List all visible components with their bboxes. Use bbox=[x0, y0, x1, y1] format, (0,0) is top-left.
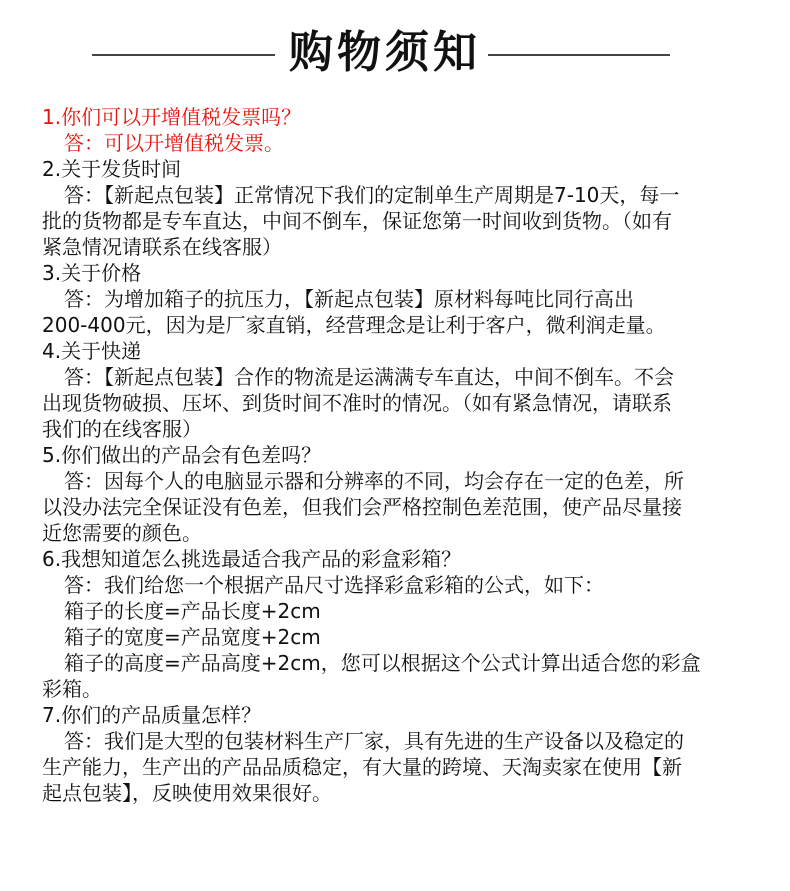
faq-item bbox=[42, 104, 748, 156]
faq-answer-line: 答：我们给您一个根据产品尺寸选择彩盒彩箱的公式，如下： bbox=[64, 573, 604, 597]
faq-question: 6.我想知道怎么挑选最适合我产品的彩盒彩箱？ bbox=[42, 547, 462, 571]
faq-answer-line: 以没办法完全保证没有色差，但我们会严格控制色差范围，使产品尽量接 bbox=[42, 495, 682, 519]
faq-answer-line: 答：我们是大型的包装材料生产厂家，具有先进的生产设备以及稳定的 bbox=[64, 729, 684, 753]
page-title: 购物须知 bbox=[289, 27, 481, 78]
faq-answer-line: 生产能力，生产出的产品品质稳定，有大量的跨境、天淘卖家在使用【新 bbox=[42, 755, 682, 779]
faq-answer-line: 答：【新起点包装】合作的物流是运满满专车直达，中间不倒车。不会 bbox=[64, 365, 674, 389]
faq-answer-line: 箱子的宽度=产品宽度+2cm bbox=[64, 625, 321, 649]
faq-answer-line: 起点包装】，反映使用效果很好。 bbox=[42, 781, 332, 805]
faq-item bbox=[42, 260, 748, 338]
faq-answer-line: 箱子的高度=产品高度+2cm，您可以根据这个公式计算出适合您的彩盒 bbox=[64, 651, 701, 675]
faq-answer-line: 彩箱。 bbox=[42, 677, 102, 701]
faq-item bbox=[42, 156, 748, 260]
faq-list bbox=[42, 104, 748, 806]
faq-answer-line: 近您需要的颜色。 bbox=[42, 521, 202, 545]
faq-question: 3.关于价格 bbox=[42, 261, 142, 285]
title-rule-right bbox=[488, 54, 670, 56]
faq-question: 5.你们做出的产品会有色差吗？ bbox=[42, 443, 322, 467]
faq-answer-line: 答：【新起点包装】正常情况下我们的定制单生产周期是7-10天，每一 bbox=[64, 183, 680, 207]
faq-answer-line: 批的货物都是专车直达，中间不倒车，保证您第一时间收到货物。（如有 bbox=[42, 209, 672, 233]
faq-question: 1.你们可以开增值税发票吗？ bbox=[42, 105, 302, 129]
faq-item bbox=[42, 338, 748, 442]
faq-answer-line: 答：可以开增值税发票。 bbox=[64, 131, 284, 155]
faq-answer-line: 出现货物破损、压坏、到货时间不准时的情况。（如有紧急情况，请联系 bbox=[42, 391, 672, 415]
title-rule-left bbox=[92, 54, 275, 56]
faq-answer-line: 我们的在线客服） bbox=[42, 417, 202, 441]
faq-item bbox=[42, 546, 748, 702]
faq-answer-line: 紧急情况请联系在线客服） bbox=[42, 235, 282, 259]
faq-item bbox=[42, 442, 748, 546]
faq-question: 4.关于快递 bbox=[42, 339, 142, 363]
faq-item bbox=[42, 702, 748, 806]
faq-answer-line: 200-400元，因为是厂家直销，经营理念是让利于客户，微利润走量。 bbox=[42, 313, 666, 337]
faq-question: 7.你们的产品质量怎样？ bbox=[42, 703, 262, 727]
faq-answer-line: 答：为增加箱子的抗压力，【新起点包装】原材料每吨比同行高出 bbox=[64, 287, 634, 311]
page-header bbox=[0, 20, 790, 90]
faq-answer-line: 答：因每个人的电脑显示器和分辨率的不同，均会存在一定的色差，所 bbox=[64, 469, 684, 493]
faq-answer-line: 箱子的长度=产品长度+2cm bbox=[64, 599, 321, 623]
faq-question: 2.关于发货时间 bbox=[42, 157, 182, 181]
